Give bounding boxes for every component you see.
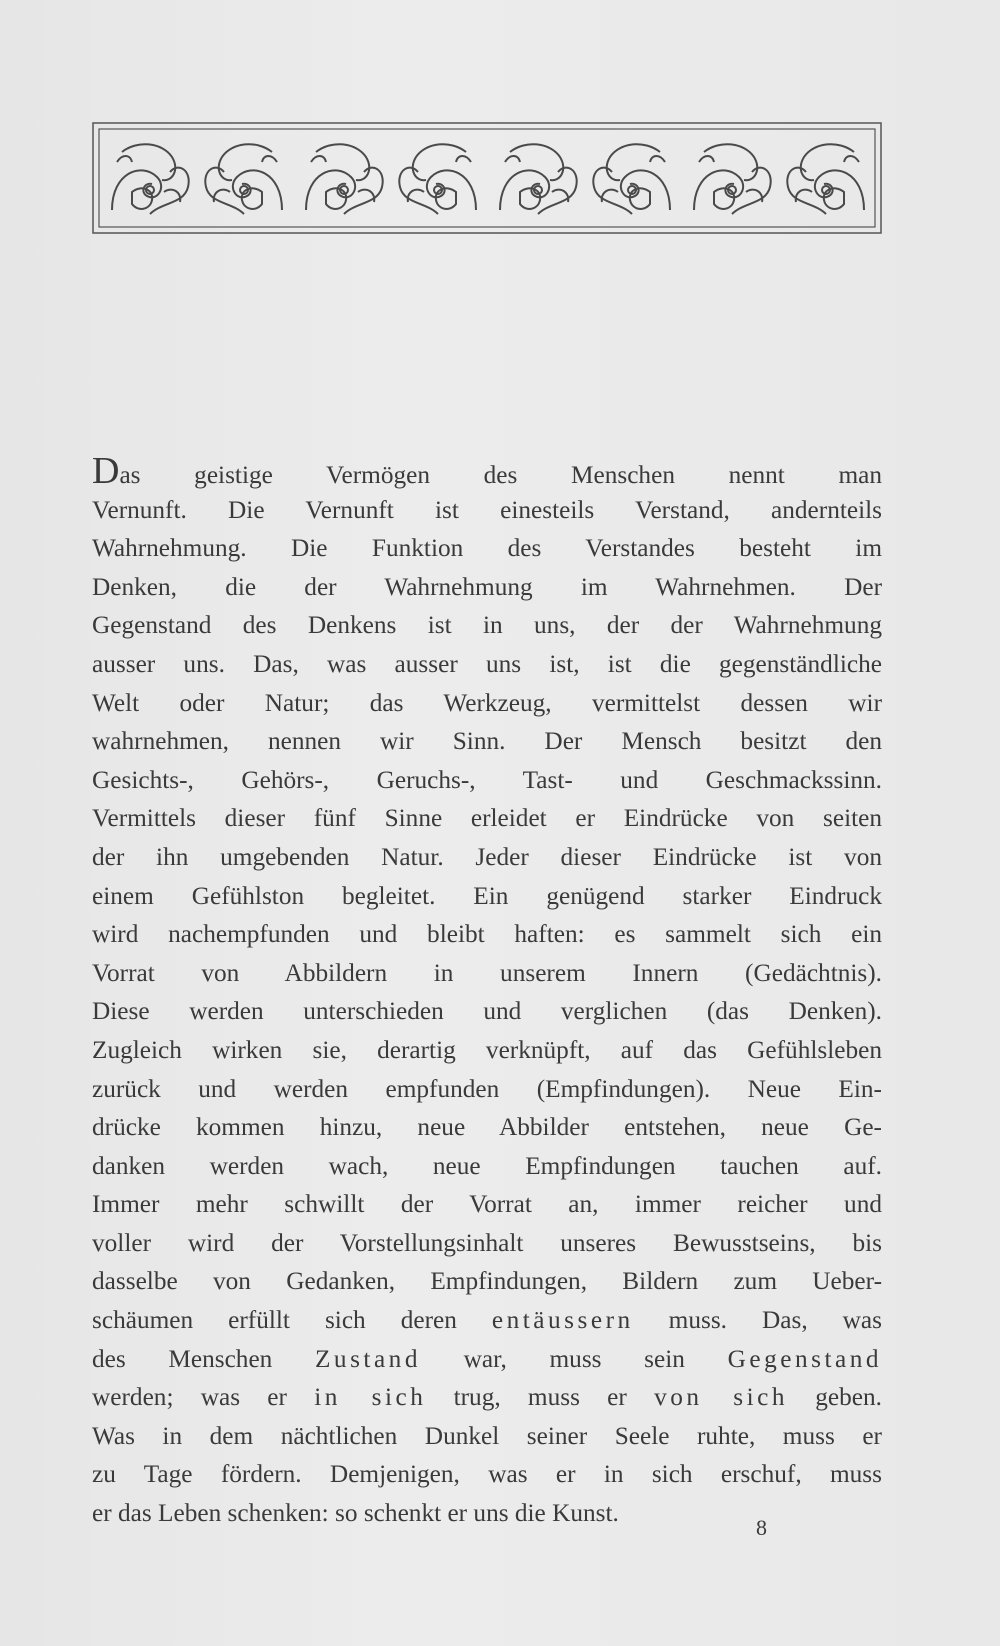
spaced-emphasis: entäussern <box>491 1306 634 1335</box>
drop-cap: D <box>92 450 120 492</box>
text-line <box>92 1031 882 1070</box>
text-line <box>92 1417 882 1456</box>
text-line <box>92 452 882 491</box>
text-line <box>92 799 882 838</box>
text-line <box>92 568 882 607</box>
ornament-tile <box>112 144 189 214</box>
text-run: drücke kommen hinzu, neue Abbilder entstehen, neue Ge- <box>92 1113 882 1142</box>
text-run: wird nachempfunden und bleibt haften: es sammelt sich ein <box>92 920 882 949</box>
text-run: ausser uns. Das, was ausser uns ist, ist die gegenständliche <box>92 649 882 678</box>
text-line <box>92 529 882 568</box>
text-run: war, muss sein <box>420 1344 728 1373</box>
text-run: muss. Das, was <box>633 1306 882 1335</box>
text-run: Denken, die der Wahrnehmung im Wahrnehmen. Der <box>92 572 882 601</box>
text-run: werden; was er <box>92 1383 315 1412</box>
text-line <box>92 915 882 954</box>
text-run: Vermittels dieser fünf Sinne erleidet er Eindrücke von seiten <box>92 804 882 833</box>
text-line <box>92 1262 882 1301</box>
text-run: Gesichts-, Gehörs-, Geruchs-, Tast- und Geschmackssinn. <box>92 765 882 794</box>
ornament-tile <box>205 144 282 214</box>
text-run: Welt oder Natur; das Werkzeug, vermittelst dessen wir <box>92 688 882 717</box>
text-run: Vorrat von Abbildern in unserem Innern (Gedächtnis). <box>92 958 882 987</box>
text-run: trug, muss er <box>426 1383 655 1412</box>
text-line <box>92 1185 882 1224</box>
text-run: zurück und werden empfunden (Empfindungen). Neue Ein- <box>92 1074 882 1103</box>
text-line <box>92 606 882 645</box>
text-line <box>92 1455 882 1494</box>
text-line <box>92 992 882 1031</box>
text-line <box>92 1108 882 1147</box>
ornament-tile <box>306 144 383 214</box>
text-run: er das Leben schenken: so schenkt er uns die Kunst. <box>92 1499 619 1528</box>
text-run: des Menschen <box>92 1344 315 1373</box>
text-line <box>92 877 882 916</box>
spaced-emphasis: in sich <box>314 1383 427 1412</box>
page-number: 8 <box>756 1515 767 1540</box>
ornament-tile <box>694 144 771 214</box>
floral-scroll-ornament <box>92 122 882 234</box>
text-line <box>92 1224 882 1263</box>
text-run: Diese werden unterschieden und verglichen (das Denken). <box>92 997 882 1026</box>
text-run: Vernunft. Die Vernunft ist einesteils Verstand, andernteils <box>92 495 882 524</box>
text-run: Wahrnehmung. Die Funktion des Verstandes besteht im <box>92 534 882 563</box>
spaced-emphasis: von sich <box>654 1383 788 1412</box>
text-line <box>92 722 882 761</box>
text-line <box>92 684 882 723</box>
text-line <box>92 645 882 684</box>
text-line <box>92 838 882 877</box>
text-run: danken werden wach, neue Empfindungen tauchen auf. <box>92 1151 882 1180</box>
text-line <box>92 954 882 993</box>
text-run: voller wird der Vorstellungsinhalt unseres Bewusstseins, bis <box>92 1228 882 1257</box>
text-line <box>92 1378 882 1417</box>
text-line <box>92 1340 882 1379</box>
ornament-tile <box>500 144 577 214</box>
text-run: dasselbe von Gedanken, Empfindungen, Bildern zum Ueber- <box>92 1267 882 1296</box>
text-run: schäumen erfüllt sich deren <box>92 1306 492 1335</box>
ornament-tile <box>787 144 864 214</box>
text-run: Gegenstand des Denkens ist in uns, der der Wahrnehmung <box>92 611 882 640</box>
text-line <box>92 491 882 530</box>
text-run: as geistige Vermögen des Menschen nennt man <box>119 461 882 489</box>
text-run: Was in dem nächtlichen Dunkel seiner Seele ruhte, muss er <box>92 1421 882 1450</box>
text-run: wahrnehmen, nennen wir Sinn. Der Mensch besitzt den <box>92 727 882 756</box>
text-run: Zugleich wirken sie, derartig verknüpft, auf das Gefühlsleben <box>92 1035 882 1064</box>
text-run: zu Tage fördern. Demjenigen, was er in sich erschuf, muss <box>92 1460 882 1489</box>
spaced-emphasis: Gegenstand <box>727 1344 882 1373</box>
text-run: Immer mehr schwillt der Vorrat an, immer reicher und <box>92 1190 882 1219</box>
text-run: der ihn umgebenden Natur. Jeder dieser Eindrücke ist von <box>92 842 882 871</box>
text-run: geben. <box>788 1383 882 1412</box>
body-text <box>92 452 882 1533</box>
text-line <box>92 761 882 800</box>
text-line <box>92 1147 882 1186</box>
spaced-emphasis: Zustand <box>314 1344 421 1373</box>
text-line <box>92 1301 882 1340</box>
text-run: einem Gefühlston begleitet. Ein genügend starker Eindruck <box>92 881 882 910</box>
ornament-tile <box>593 144 670 214</box>
text-line <box>92 1070 882 1109</box>
ornament-tile <box>399 144 476 214</box>
